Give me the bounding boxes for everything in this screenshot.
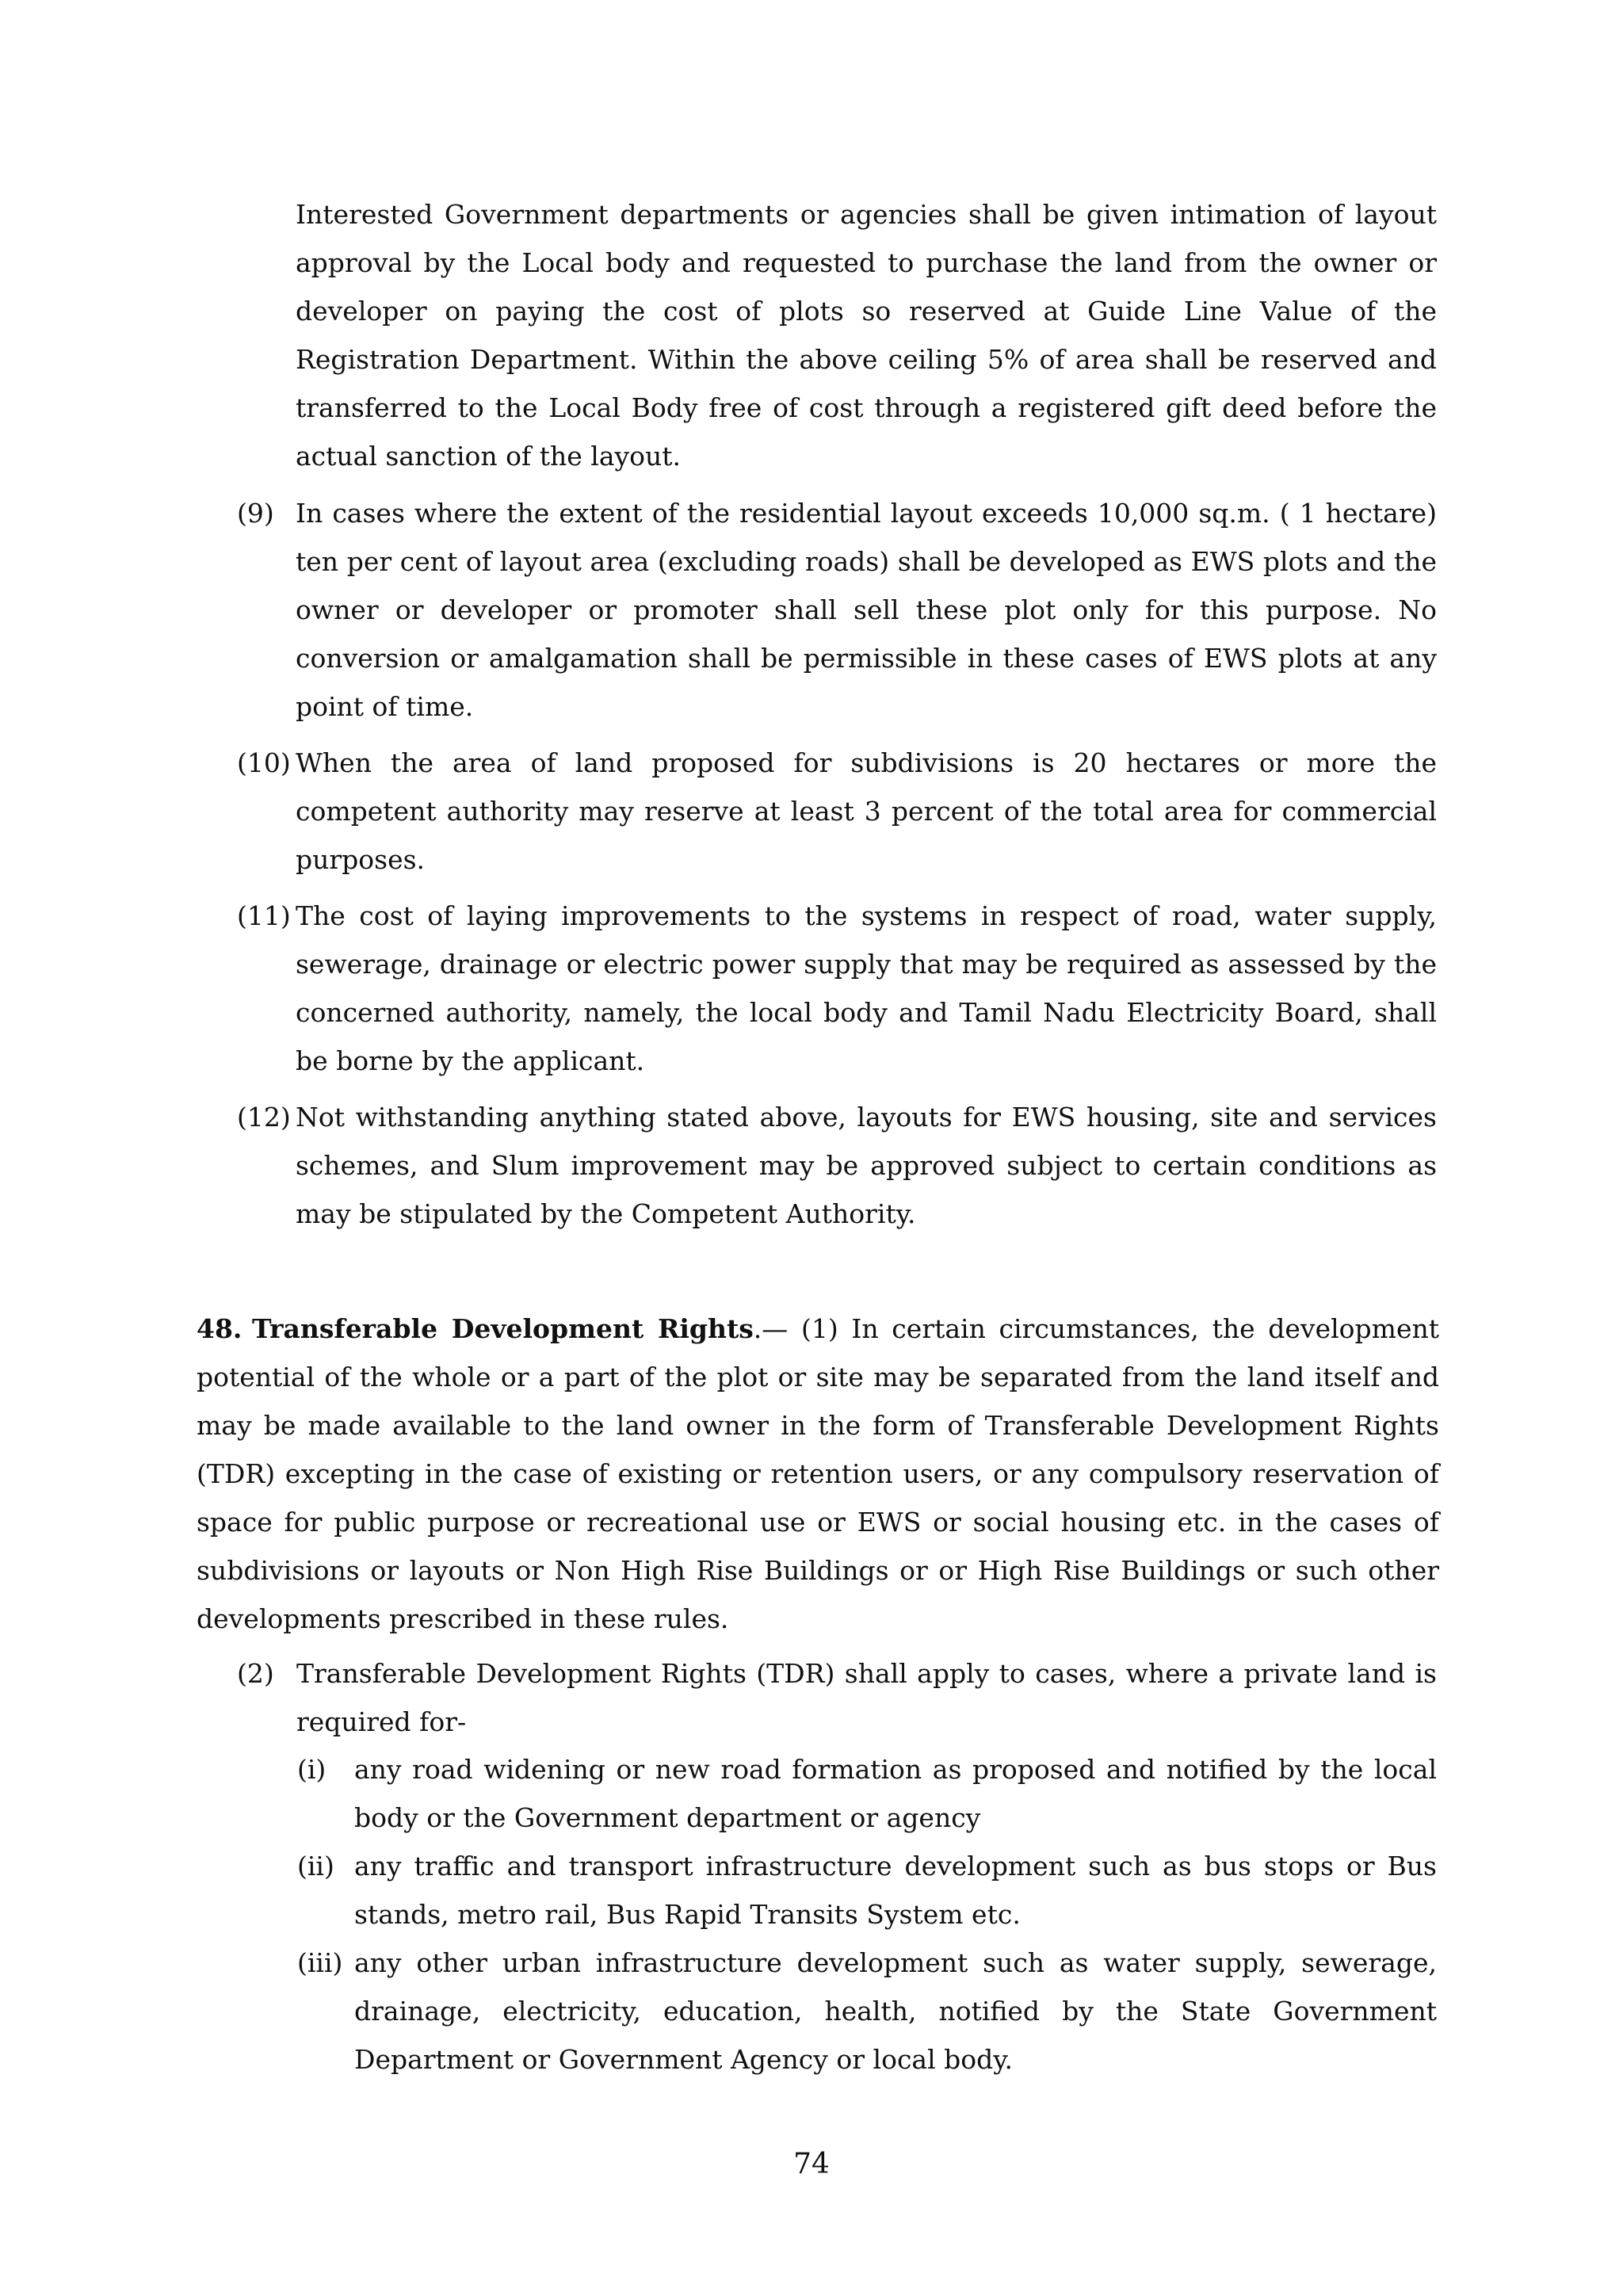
page-number: 74 bbox=[793, 2148, 830, 2180]
clause-number: (9) bbox=[237, 498, 274, 529]
subitem-number: (i) bbox=[297, 1754, 327, 1785]
continuation-paragraph bbox=[296, 190, 1437, 480]
subitem-text: any other urban infrastructure development such as water supply, sewerage, drainage, electricity, education, health, notified by the State Government Department or Government Agency or local body. bbox=[354, 1947, 1437, 2075]
subitem-number: (ii) bbox=[297, 1851, 334, 1881]
subitem-text: any traffic and transport infrastructure development such as bus stops or Bus stands, metro rail, Bus Rapid Transits System etc. bbox=[354, 1851, 1437, 1930]
clause-text: In cases where the extent of the residential layout exceeds 10,000 sq.m. ( 1 hectare) ten per cent of layout area (excluding roads) shall be developed as EWS plots and the owner or developer or promoter shall sell these plot only for this purpose. No conversion or amalgamation shall be permissible in these cases of EWS plots at any point of time. bbox=[296, 498, 1437, 722]
clause-number: (12) bbox=[237, 1102, 291, 1133]
section-body bbox=[197, 1305, 1439, 1643]
section-intro: .— (1) In certain circumstances, the development potential of the whole or a part of the plot or site may be separated from the land itself and may be made available to the land owner in the form of Transferable Development Rights (TDR) excepting in the case of existing or retention users, or any compulsory reservation of space for public purpose or recreational use or EWS or social housing etc. in the cases of subdivisions or layouts or Non High Rise Buildings or or High Rise Buildings or such other developments prescribed in these rules. bbox=[197, 1313, 1439, 1634]
paragraph-text: Interested Government departments or agencies shall be given intimation of layout approval by the Local body and requested to purchase the land from the owner or developer on paying the cost of plots so reserved at Guide Line Value of the Registration Department. Within the above ceiling 5% of area shall be reserved and transferred to the Local Body free of cost through a registered gift deed before the actual sanction of the layout. bbox=[296, 199, 1437, 472]
section-title: Transferable Development Rights bbox=[252, 1313, 754, 1344]
subitem-text: any road widening or new road formation as proposed and notified by the local body or the Government department or agency bbox=[354, 1754, 1437, 1833]
clause-number: (2) bbox=[237, 1658, 274, 1689]
clause-number: (11) bbox=[237, 900, 291, 931]
subitem-number: (iii) bbox=[297, 1947, 343, 1978]
clause-text: Not withstanding anything stated above, layouts for EWS housing, site and services schemes, and Slum improvement may be approved subject to certain conditions as may be stipulated by the Competent Authority. bbox=[296, 1102, 1437, 1229]
clause-text: The cost of laying improvements to the systems in respect of road, water supply, sewerage, drainage or electric power supply that may be required as assessed by the concerned authority, namely, the local body and Tamil Nadu Electricity Board, shall be borne by the applicant. bbox=[296, 900, 1437, 1076]
section-number: 48. bbox=[197, 1313, 242, 1344]
clause-text: When the area of land proposed for subdivisions is 20 hectares or more the competent authority may reserve at least 3 percent of the total area for commercial purposes. bbox=[296, 747, 1437, 875]
clause-text: Transferable Development Rights (TDR) shall apply to cases, where a private land is required for- bbox=[296, 1658, 1437, 1737]
clause-number: (10) bbox=[237, 747, 291, 778]
